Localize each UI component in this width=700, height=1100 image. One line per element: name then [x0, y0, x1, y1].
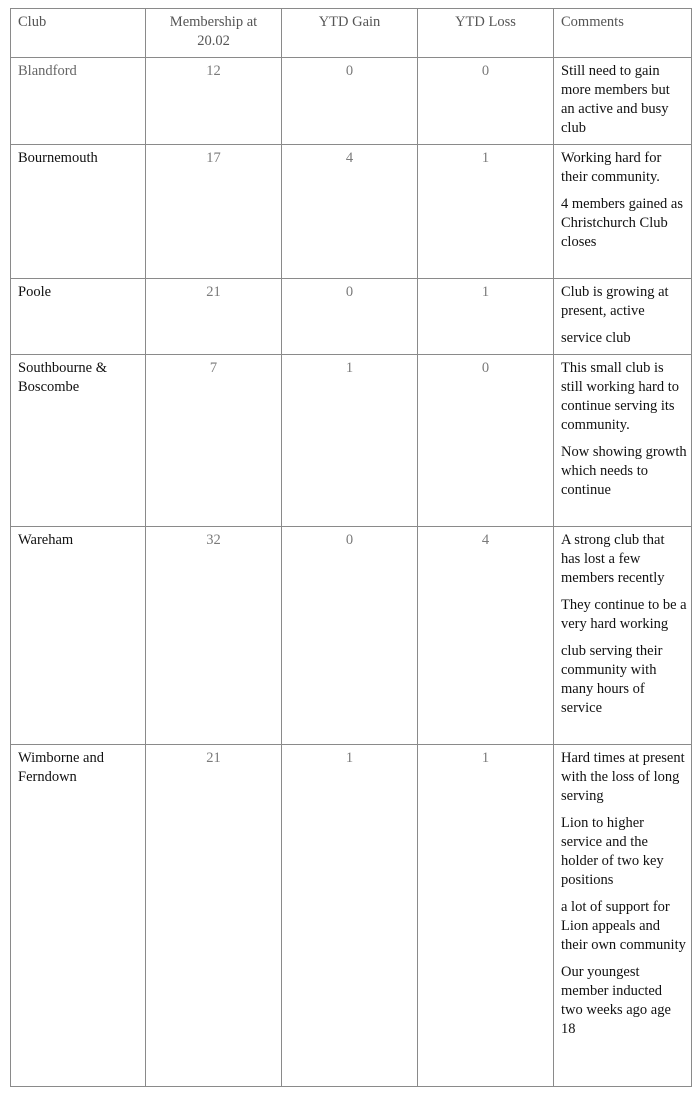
comments-cell [554, 145, 692, 279]
ytd-gain-cell: 0 [282, 58, 418, 145]
header-ytd-loss: YTD Loss [418, 9, 554, 58]
ytd-loss-cell: 1 [418, 279, 554, 355]
table-row [11, 58, 692, 145]
membership-cell: 21 [146, 279, 282, 355]
comment-text: They continue to be a very hard working [561, 597, 687, 632]
ytd-loss-cell: 0 [418, 58, 554, 145]
membership-cell: 12 [146, 58, 282, 145]
ytd-loss-cell: 1 [418, 145, 554, 279]
comments-cell [554, 527, 692, 745]
club-name-cell: Poole [11, 279, 146, 355]
club-name-cell: Wareham [11, 527, 146, 745]
comment-text: This small club is still working hard to continue serving its community. [561, 360, 680, 433]
header-row [11, 9, 692, 58]
membership-cell: 32 [146, 527, 282, 745]
ytd-gain-cell: 1 [282, 355, 418, 527]
table-row [11, 145, 692, 279]
club-name-cell: Southbourne & Boscombe [11, 355, 146, 527]
comment-text: service club [561, 330, 631, 346]
comment-text: Club is growing at present, active [561, 284, 669, 319]
comment-text: Still need to gain more members but an active and busy club [561, 63, 670, 136]
ytd-gain-cell: 1 [282, 745, 418, 1087]
header-ytd-gain: YTD Gain [282, 9, 418, 58]
ytd-gain-cell: 0 [282, 279, 418, 355]
club-name-cell: Wimborne and Ferndown [11, 745, 146, 1087]
comment-text: Now showing growth which needs to continue [561, 444, 687, 498]
table-row [11, 279, 692, 355]
comments-cell [554, 58, 692, 145]
header-membership: Membership at 20.02 [146, 9, 282, 58]
table-row [11, 527, 692, 745]
header-comments: Comments [554, 9, 692, 58]
comments-cell [554, 745, 692, 1087]
comment-text: Working hard for their community. [561, 150, 662, 185]
ytd-gain-cell: 0 [282, 527, 418, 745]
ytd-loss-cell: 1 [418, 745, 554, 1087]
club-name-cell: Blandford [11, 58, 146, 145]
comment-text: club serving their community with many hours of service [561, 643, 663, 716]
ytd-gain-cell: 4 [282, 145, 418, 279]
comment-text: Hard times at present with the loss of long serving [561, 750, 685, 804]
table-row [11, 745, 692, 1087]
membership-cell: 17 [146, 145, 282, 279]
membership-table [10, 8, 692, 1087]
header-club: Club [11, 9, 146, 58]
comment-text: 4 members gained as Christchurch Club closes [561, 196, 684, 250]
comment-text: Our youngest member inducted two weeks ago age 18 [561, 964, 671, 1037]
document-page [10, 8, 692, 1087]
club-name-cell: Bournemouth [11, 145, 146, 279]
comment-text: A strong club that has lost a few members recently [561, 532, 665, 586]
comment-text: Lion to higher service and the holder of two key positions [561, 815, 664, 888]
comment-text: a lot of support for Lion appeals and their own community [561, 899, 686, 953]
table-row [11, 355, 692, 527]
membership-cell: 21 [146, 745, 282, 1087]
comments-cell [554, 355, 692, 527]
membership-cell: 7 [146, 355, 282, 527]
ytd-loss-cell: 0 [418, 355, 554, 527]
comments-cell [554, 279, 692, 355]
ytd-loss-cell: 4 [418, 527, 554, 745]
